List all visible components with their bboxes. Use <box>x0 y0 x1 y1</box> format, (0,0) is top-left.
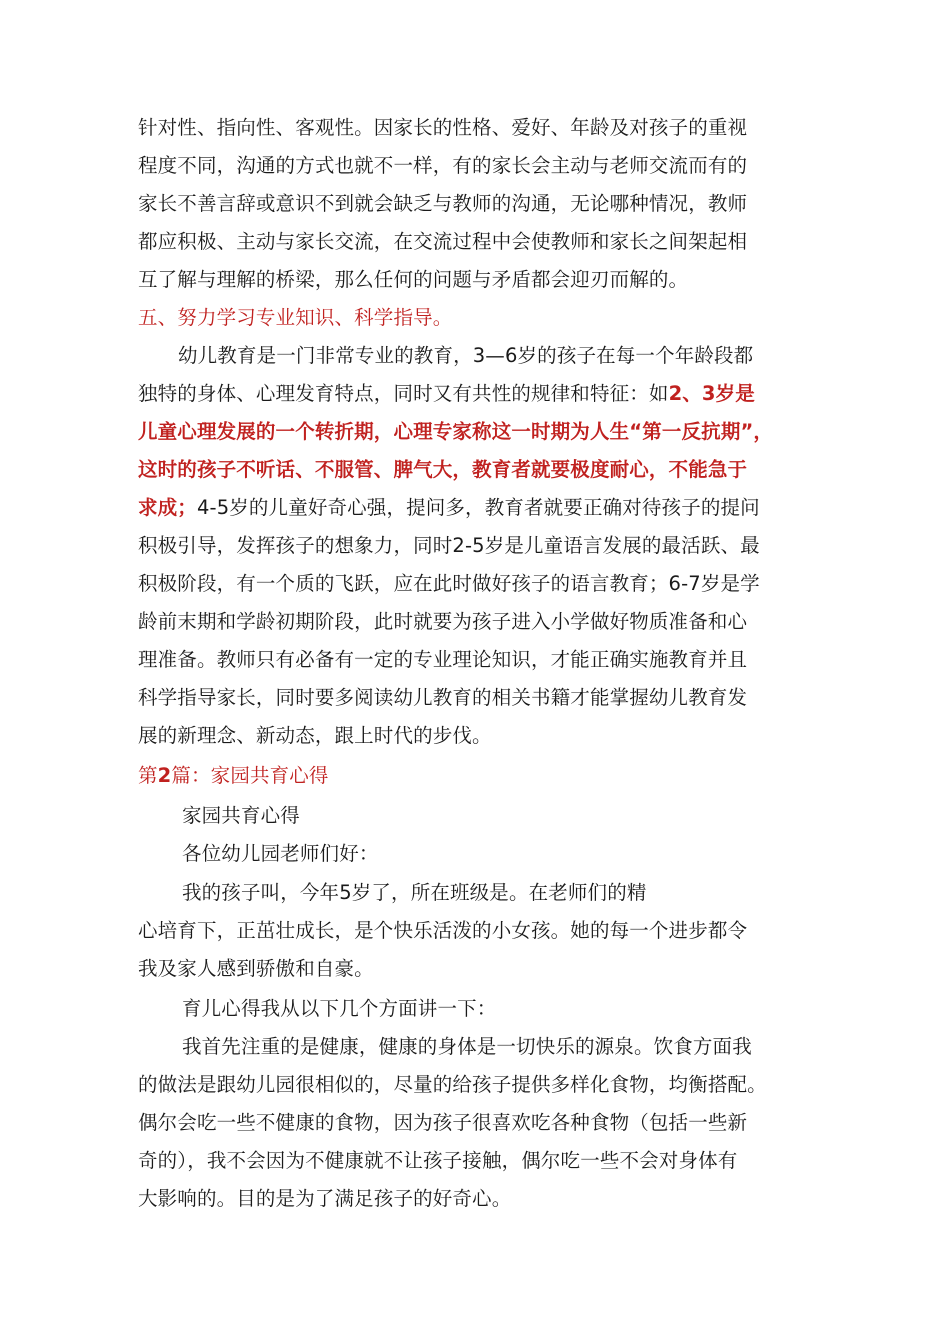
paragraph-line: 幼儿教育是一门非常专业的教育，3—6岁的孩子在每一个年龄段都 <box>178 344 754 367</box>
paragraph-line: 程度不同，沟通的方式也就不一样，有的家长会主动与老师交流而有的 <box>138 154 748 177</box>
paragraph-line: 我的孩子叫，今年5岁了，所在班级是。在老师们的精 <box>182 881 647 904</box>
paragraph-line: 我及家人感到骄傲和自豪。 <box>138 957 374 980</box>
article-heading-prefix: 第 <box>138 764 158 787</box>
paragraph-line: 针对性、指向性、客观性。因家长的性格、爱好、年龄及对孩子的重视 <box>138 116 748 139</box>
section-heading: 五、努力学习专业知识、科学指导。 <box>138 306 453 329</box>
paragraph-line: 大影响的。目的是为了满足孩子的好奇心。 <box>138 1187 512 1210</box>
paragraph-line: 积极阶段，有一个质的飞跃，应在此时做好孩子的语言教育；6-7岁是学 <box>138 572 760 595</box>
article-heading-suffix: 篇：家园共育心得 <box>171 764 329 787</box>
paragraph-line: 积极引导，发挥孩子的想象力，同时2-5岁是儿童语言发展的最活跃、最 <box>138 534 760 557</box>
highlighted-text: 求成； <box>138 496 197 519</box>
greeting: 各位幼儿园老师们好： <box>182 842 379 865</box>
paragraph-line <box>138 489 760 527</box>
paragraph-line: 的做法是跟幼儿园很相似的，尽量的给孩子提供多样化食物，均衡搭配。 <box>138 1073 767 1096</box>
highlighted-line: 这时的孩子不听话、不服管、脾气大，教育者就要极度耐心，不能急于 <box>138 458 748 481</box>
paragraph-text: 独特的身体、心理发育特点，同时又有共性的规律和特征：如 <box>138 382 669 405</box>
paragraph-line: 科学指导家长，同时要多阅读幼儿教育的相关书籍才能掌握幼儿教育发 <box>138 686 748 709</box>
highlighted-text: 2、3岁是 <box>668 382 755 405</box>
paragraph-line: 我首先注重的是健康，健康的身体是一切快乐的源泉。饮食方面我 <box>182 1035 752 1058</box>
paragraph-line: 心培育下，正茁壮成长，是个快乐活泼的小女孩。她的每一个进步都令 <box>138 919 748 942</box>
paragraph-line: 育儿心得我从以下几个方面讲一下： <box>182 997 497 1020</box>
paragraph-line: 偶尔会吃一些不健康的食物，因为孩子很喜欢吃各种食物（包括一些新 <box>138 1111 748 1134</box>
paragraph-line: 龄前末期和学龄初期阶段，此时就要为孩子进入小学做好物质准备和心 <box>138 610 748 633</box>
paragraph-line: 都应积极、主动与家长交流，在交流过程中会使教师和家长之间架起相 <box>138 230 748 253</box>
paragraph-line: 理准备。教师只有必备有一定的专业理论知识，才能正确实施教育并且 <box>138 648 748 671</box>
article-title: 家园共育心得 <box>182 804 300 827</box>
paragraph-line: 家长不善言辞或意识不到就会缺乏与教师的沟通，无论哪种情况，教师 <box>138 192 748 215</box>
paragraph-line: 奇的），我不会因为不健康就不让孩子接触，偶尔吃一些不会对身体有 <box>138 1149 738 1172</box>
paragraph-text: 4-5岁的儿童好奇心强，提问多，教育者就要正确对待孩子的提问 <box>196 496 760 519</box>
highlighted-line: 儿童心理发展的一个转折期，心理专家称这一时期为人生“第一反抗期”， <box>138 420 774 443</box>
paragraph-line: 展的新理念、新动态，跟上时代的步伐。 <box>138 724 492 747</box>
paragraph-line: 互了解与理解的桥梁，那么任何的问题与矛盾都会迎刃而解的。 <box>138 268 689 291</box>
article-number: 2 <box>157 764 172 787</box>
article-heading <box>138 757 329 795</box>
paragraph-line <box>138 375 755 413</box>
